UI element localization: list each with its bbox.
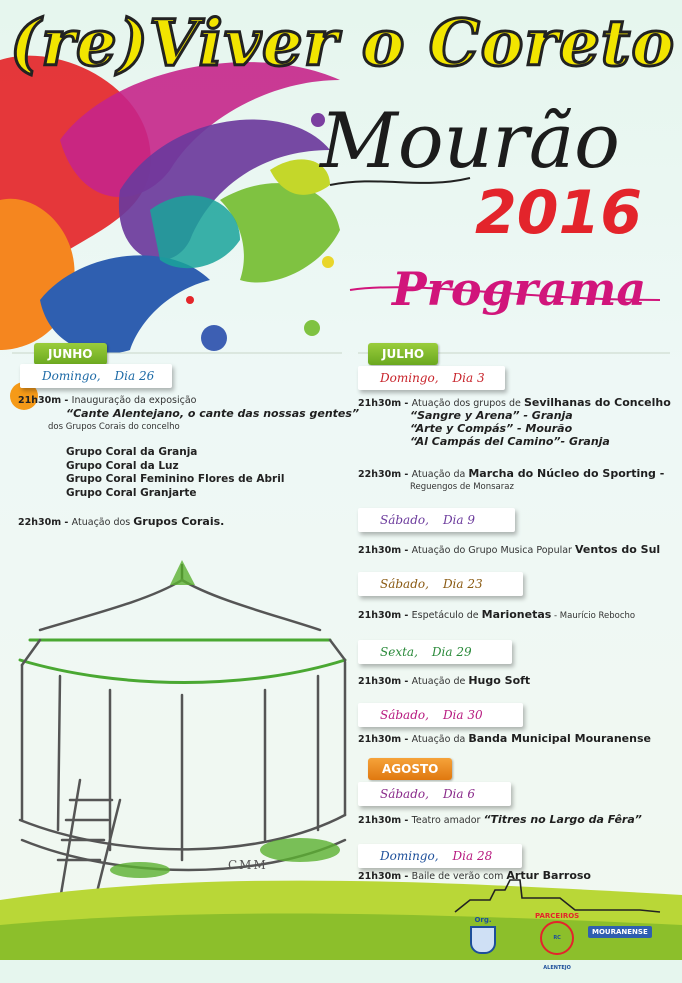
event-july-banda xyxy=(358,733,651,747)
event-text: Baile de verão com xyxy=(411,871,507,882)
event-text: Atuação da xyxy=(411,734,469,745)
day-tag-june-26 xyxy=(20,364,172,388)
event-text: Atuação dos xyxy=(71,517,134,528)
dot-green xyxy=(304,320,320,336)
event-highlight: Grupos Corais. xyxy=(133,515,225,528)
event-text: Atuação do Grupo Musica Popular xyxy=(411,545,575,556)
day-weekday: Domingo, xyxy=(380,371,439,385)
event-time: 21h30m - xyxy=(358,610,412,621)
month-tag-august: AGOSTO xyxy=(368,758,452,780)
day-tag-august-6 xyxy=(358,782,511,806)
day-weekday: Sábado, xyxy=(380,787,429,801)
event-time: 22h30m - xyxy=(358,469,412,480)
list-item: Grupo Coral da Luz xyxy=(66,459,179,472)
event-july-ventos xyxy=(358,544,660,558)
list-item: Grupo Coral da Granja xyxy=(66,446,198,458)
bandstand-label: CMM xyxy=(228,858,268,872)
event-time: 21h30m - xyxy=(358,676,412,687)
event-august-teatro xyxy=(358,814,642,828)
event-text: Atuação de xyxy=(411,676,469,687)
radio-station-icon xyxy=(540,921,574,971)
event-time: 21h30m - xyxy=(358,871,412,882)
town-name: Mourão xyxy=(320,96,620,185)
event-august-baile xyxy=(358,870,591,884)
event-highlight: Hugo Soft xyxy=(468,674,531,687)
event-subtext: dos Grupos Corais do concelho xyxy=(48,422,180,432)
dot-blue xyxy=(201,325,227,351)
choir-group-list xyxy=(66,446,284,500)
event-time: 21h30m - xyxy=(358,398,412,409)
event-subtext: - Maurício Rebocho xyxy=(551,611,636,621)
day-weekday: Sábado, xyxy=(380,577,429,591)
event-highlight: Sevilhanas do Concelho xyxy=(523,396,671,409)
day-tag-july-29 xyxy=(358,640,512,664)
month-tag-june: JUNHO xyxy=(34,343,107,365)
event-line xyxy=(410,436,610,450)
event-subtext: Reguengos de Monsaraz xyxy=(410,482,514,492)
association-name: MOURANENSE xyxy=(592,928,648,936)
radio-name: RC ALENTEJO xyxy=(543,935,571,971)
event-time: 22h30m - xyxy=(18,517,72,528)
event-time: 21h30m - xyxy=(358,545,412,556)
dot-yellow xyxy=(322,256,334,268)
month-tag-july: JULHO xyxy=(368,343,438,365)
event-highlight: Marionetas xyxy=(481,608,552,621)
day-number: Dia 23 xyxy=(442,577,483,591)
event-time: 21h30m - xyxy=(358,734,412,745)
event-july-marionetas xyxy=(358,609,635,623)
event-text: Atuação da xyxy=(411,469,469,480)
event-title: (re)Viver o Coreto xyxy=(10,6,676,81)
radio-logo xyxy=(535,912,580,971)
day-number: Dia 29 xyxy=(431,645,472,659)
event-text: Teatro amador xyxy=(411,815,484,826)
event-subline: “Sangre y Arena” - Granja xyxy=(410,409,573,422)
event-year: 2016 xyxy=(475,178,642,248)
day-tag-july-3 xyxy=(358,366,505,390)
day-number: Dia 28 xyxy=(452,849,493,863)
event-subline: “Al Campás del Camino”- Granja xyxy=(410,435,610,448)
event-june-exhibition-title xyxy=(66,408,359,422)
event-june-exhibition xyxy=(18,395,196,408)
day-tag-july-30 xyxy=(358,703,523,727)
day-weekday: Sábado, xyxy=(380,708,429,722)
event-text: Atuação dos grupos de xyxy=(411,398,524,409)
day-weekday: Sexta, xyxy=(380,645,418,659)
day-weekday: Sábado, xyxy=(380,513,429,527)
day-number: Dia 30 xyxy=(442,708,483,722)
partners-label: PARCEIROS xyxy=(535,912,580,920)
day-number: Dia 26 xyxy=(114,369,155,383)
event-highlight: “Titres no Largo da Fêra” xyxy=(483,813,642,826)
day-tag-august-28 xyxy=(358,844,522,868)
day-weekday: Domingo, xyxy=(42,369,101,383)
day-weekday: Domingo, xyxy=(380,849,439,863)
day-number: Dia 9 xyxy=(442,513,475,527)
organizer-label: Org. xyxy=(474,916,492,924)
day-number: Dia 3 xyxy=(452,371,485,385)
crest-icon xyxy=(470,926,496,954)
association-logo xyxy=(588,926,652,938)
event-time: 21h30m - xyxy=(358,815,412,826)
list-item: Grupo Coral Granjarte xyxy=(66,486,197,499)
day-number: Dia 6 xyxy=(442,787,475,801)
event-subline: “Arte y Compás” - Mourão xyxy=(410,422,573,435)
event-highlight: Marcha do Núcleo do Sporting - xyxy=(468,467,665,480)
event-highlight: Artur Barroso xyxy=(506,869,591,882)
event-quote: “Cante Alentejano, o cante das nossas gentes” xyxy=(66,407,360,420)
event-june-choirs xyxy=(18,516,224,530)
event-june-exhibition-sub xyxy=(48,421,180,434)
event-july-hugo xyxy=(358,675,530,689)
list-item: Grupo Coral Feminino Flores de Abril xyxy=(66,473,285,485)
organizer-logo xyxy=(470,916,496,954)
day-tag-july-23 xyxy=(358,572,523,596)
event-text: Espetáculo de xyxy=(411,610,482,621)
event-text: Inauguração da exposição xyxy=(71,395,197,406)
event-line xyxy=(410,481,514,494)
event-highlight: Banda Municipal Mouranense xyxy=(468,732,651,745)
event-july-marcha xyxy=(358,468,664,482)
day-tag-july-9 xyxy=(358,508,515,532)
programme-heading: Programa xyxy=(392,262,647,316)
dot-small-red xyxy=(186,296,194,304)
event-time: 21h30m - xyxy=(18,395,72,406)
event-highlight: Ventos do Sul xyxy=(574,543,661,556)
